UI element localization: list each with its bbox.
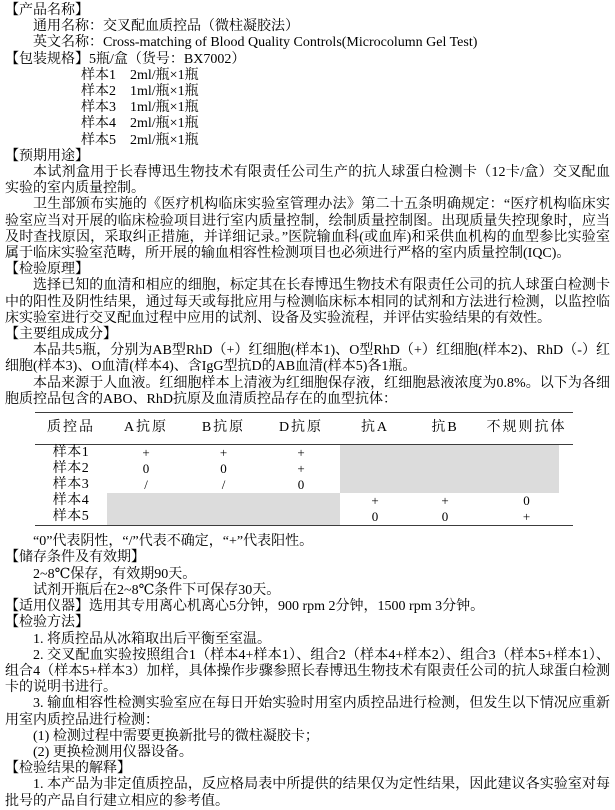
table-cell: / bbox=[221, 477, 226, 493]
table-row-sample4 bbox=[35, 493, 573, 509]
table-cell: + bbox=[219, 445, 228, 461]
table-cell: / bbox=[144, 477, 148, 493]
table-header-antigen-a: A抗原 bbox=[107, 413, 185, 445]
section-heading-storage: 【储存条件及有效期】 bbox=[5, 550, 145, 566]
test-method-sub-item: (2) 更换检测用仪器设备。 bbox=[33, 744, 193, 760]
table-cell: + bbox=[441, 493, 449, 509]
sample-spec: 1ml/瓶×1瓶 bbox=[130, 100, 199, 116]
intended-use-paragraph: 本试剂盒用于长春博迅生物技术有限责任公司生产的抗人球蛋白检测卡（12卡/盒）交叉配血实验的室内质量控制。 bbox=[5, 165, 610, 197]
packaging-item bbox=[5, 100, 610, 116]
packaging-item bbox=[5, 133, 610, 149]
reaction-pattern-table bbox=[35, 412, 573, 526]
table-header-irregular-antibody: 不规则抗体 bbox=[480, 413, 573, 445]
table-cell bbox=[340, 477, 410, 493]
table-header-qc-item: 质控品 bbox=[35, 413, 107, 445]
generic-name: 通用名称：交叉配血质控品（微柱凝胶法） bbox=[33, 19, 299, 35]
table-cell: 样本4 bbox=[52, 493, 90, 509]
test-method-sub-item: (1) 检测过程中需要更换新批号的微柱凝胶卡； bbox=[33, 728, 319, 744]
packaging-value: 5瓶/盒（货号：BX7002） bbox=[89, 51, 246, 67]
test-principle-paragraph: 选择已知的血清和相应的细胞，标定其在长春博迅生物技术有限责任公司的抗人球蛋白检测卡中的阳性及阴性结果，通过每天或每批应用与检测临床标本相同的试剂和方法进行检测，以监控临床实验室进行交叉配血过程中应用的试剂、设备及实验流程，并评估实验结果的有效性。 bbox=[5, 278, 610, 326]
table-cell: 0 bbox=[523, 493, 530, 509]
table-cell bbox=[107, 493, 185, 509]
result-interpretation-item: 1. 本产品为非定值质控品，反应格局表中所提供的结果仅为定性结果，因此建议各实验室对每批号的产品自行建立相应的参考值。 bbox=[5, 777, 610, 809]
packaging-item bbox=[5, 116, 610, 132]
table-row-sample5 bbox=[35, 509, 573, 526]
table-header-anti-b: 抗B bbox=[410, 413, 480, 445]
table-header-antigen-b: B抗原 bbox=[185, 413, 262, 445]
section-heading-intended-use: 【预期用途】 bbox=[5, 148, 89, 164]
sample-label: 样本3 bbox=[81, 100, 116, 116]
table-cell: 0 bbox=[371, 509, 379, 525]
table-row-sample1 bbox=[35, 445, 573, 462]
test-method-item: 2. 交叉配血实验按照组合1（样本4+样本1）、组合2（样本4+样本2）、组合3（样本5+样本1）、组合4（样本5+样本3）加样，具体操作步骤参照长春博迅生物技术有限责任公司的抗人球蛋白检测卡的说明书进行。 bbox=[5, 647, 610, 696]
sample-label: 样本2 bbox=[81, 84, 116, 100]
sample-label: 样本5 bbox=[81, 132, 116, 148]
packaging-item bbox=[5, 68, 610, 84]
table-row-sample3 bbox=[35, 477, 573, 493]
intended-use-paragraph: 卫生部颁布实施的《医疗机构临床实验室管理办法》第二十五条明确规定：“医疗机构临床实验室应当对开展的临床检验项目进行室内质量控制，绘制质量控制图。出现质量失控现象时，应当及时查找原因，采取纠正措施，并详细记录。”医院输血科(或血库)和采供血机构的血型参比实验室属于临床实验室范畴，所开展的输血相容性检测项目也必须进行严格的室内质量控制(IQC)。 bbox=[5, 197, 610, 262]
table-cell bbox=[107, 509, 185, 526]
table-cell bbox=[480, 477, 573, 493]
table-cell bbox=[262, 509, 340, 526]
table-cell bbox=[480, 445, 573, 462]
packaging-item bbox=[5, 84, 610, 100]
english-name: 英文名称：Cross-matching of Blood Quality Controls(Microcolumn Gel Test) bbox=[33, 35, 478, 51]
table-cell: 0 bbox=[142, 461, 150, 477]
sample-spec: 2ml/瓶×1瓶 bbox=[130, 116, 199, 132]
main-components-paragraph: 本品来源于人血液。红细胞样本上清液为红细胞保存液，红细胞悬液浓度为0.8%。以下为各细胞质控品包含的ABO、RhD抗原及血清质控品存在的血型抗体： bbox=[5, 375, 610, 407]
table-header-antigen-d: D抗原 bbox=[262, 413, 340, 445]
sample-label: 样本1 bbox=[81, 67, 116, 83]
table-cell bbox=[480, 461, 573, 477]
section-heading-product-name: 【产品名称】 bbox=[5, 3, 89, 18]
sample-label: 样本4 bbox=[81, 116, 116, 132]
table-cell: + bbox=[522, 509, 531, 525]
sample-spec: 1ml/瓶×1瓶 bbox=[130, 84, 199, 100]
storage-line: 2~8℃保存，有效期90天。 bbox=[33, 566, 197, 582]
section-heading-test-principle: 【检验原理】 bbox=[5, 262, 89, 278]
table-cell: + bbox=[371, 493, 379, 509]
sample-spec: 2ml/瓶×1瓶 bbox=[130, 67, 199, 83]
table-cell bbox=[185, 509, 262, 526]
table-cell bbox=[410, 477, 480, 493]
table-cell bbox=[185, 493, 262, 509]
table-cell: + bbox=[297, 445, 305, 461]
section-heading-main-components: 【主要组成成分】 bbox=[5, 327, 117, 343]
packaging-line bbox=[5, 52, 610, 68]
table-cell bbox=[262, 493, 340, 509]
table-cell bbox=[340, 461, 410, 477]
table-cell: + bbox=[297, 461, 305, 477]
table-cell: + bbox=[142, 445, 150, 461]
table-cell: 样本3 bbox=[52, 477, 90, 493]
instrument-line bbox=[5, 599, 610, 615]
table-header-row bbox=[35, 413, 573, 445]
table-header-anti-a: 抗A bbox=[340, 413, 410, 445]
test-method-item: 3. 输血相容性检测实验室应在每日开始实验时用室内质控品进行检测，但发生以下情况应重新用室内质控品进行检测： bbox=[5, 696, 610, 728]
table-cell: 样本5 bbox=[52, 509, 90, 525]
table-cell: 样本2 bbox=[52, 461, 90, 477]
table-cell bbox=[340, 445, 410, 462]
table-cell: 0 bbox=[441, 509, 449, 525]
storage-line: 试剂开瓶后在2~8℃条件下可保存30天。 bbox=[33, 582, 281, 598]
table-cell: 0 bbox=[220, 461, 227, 477]
sample-spec: 2ml/瓶×1瓶 bbox=[130, 132, 199, 148]
section-heading-packaging: 【包装规格】 bbox=[5, 51, 89, 67]
table-cell bbox=[410, 461, 480, 477]
section-heading-test-method: 【检验方法】 bbox=[5, 615, 89, 631]
instrument-text: 选用其专用离心机离心5分钟，900 rpm 2分钟，1500 rpm 3分钟。 bbox=[89, 599, 485, 615]
table-cell: 0 bbox=[297, 477, 305, 493]
test-method-item: 1. 将质控品从冰箱取出后平衡至室温。 bbox=[33, 631, 271, 647]
table-cell: 样本1 bbox=[52, 445, 90, 461]
section-heading-instrument: 【适用仪器】 bbox=[5, 599, 89, 615]
table-cell bbox=[410, 445, 480, 462]
table-legend-note: “0”代表阴性，“/”代表不确定，“+”代表阳性。 bbox=[33, 534, 314, 550]
table-row-sample2 bbox=[35, 461, 573, 477]
main-components-paragraph: 本品共5瓶，分别为AB型RhD（+）红细胞(样本1)、O型RhD（+）红细胞(样本2)、RhD（-）红细胞(样本3)、O血清(样本4)、含IgG型抗D的AB血清(样本5)各1瓶。 bbox=[5, 343, 610, 375]
section-heading-result-interpretation: 【检验结果的解释】 bbox=[5, 761, 131, 777]
